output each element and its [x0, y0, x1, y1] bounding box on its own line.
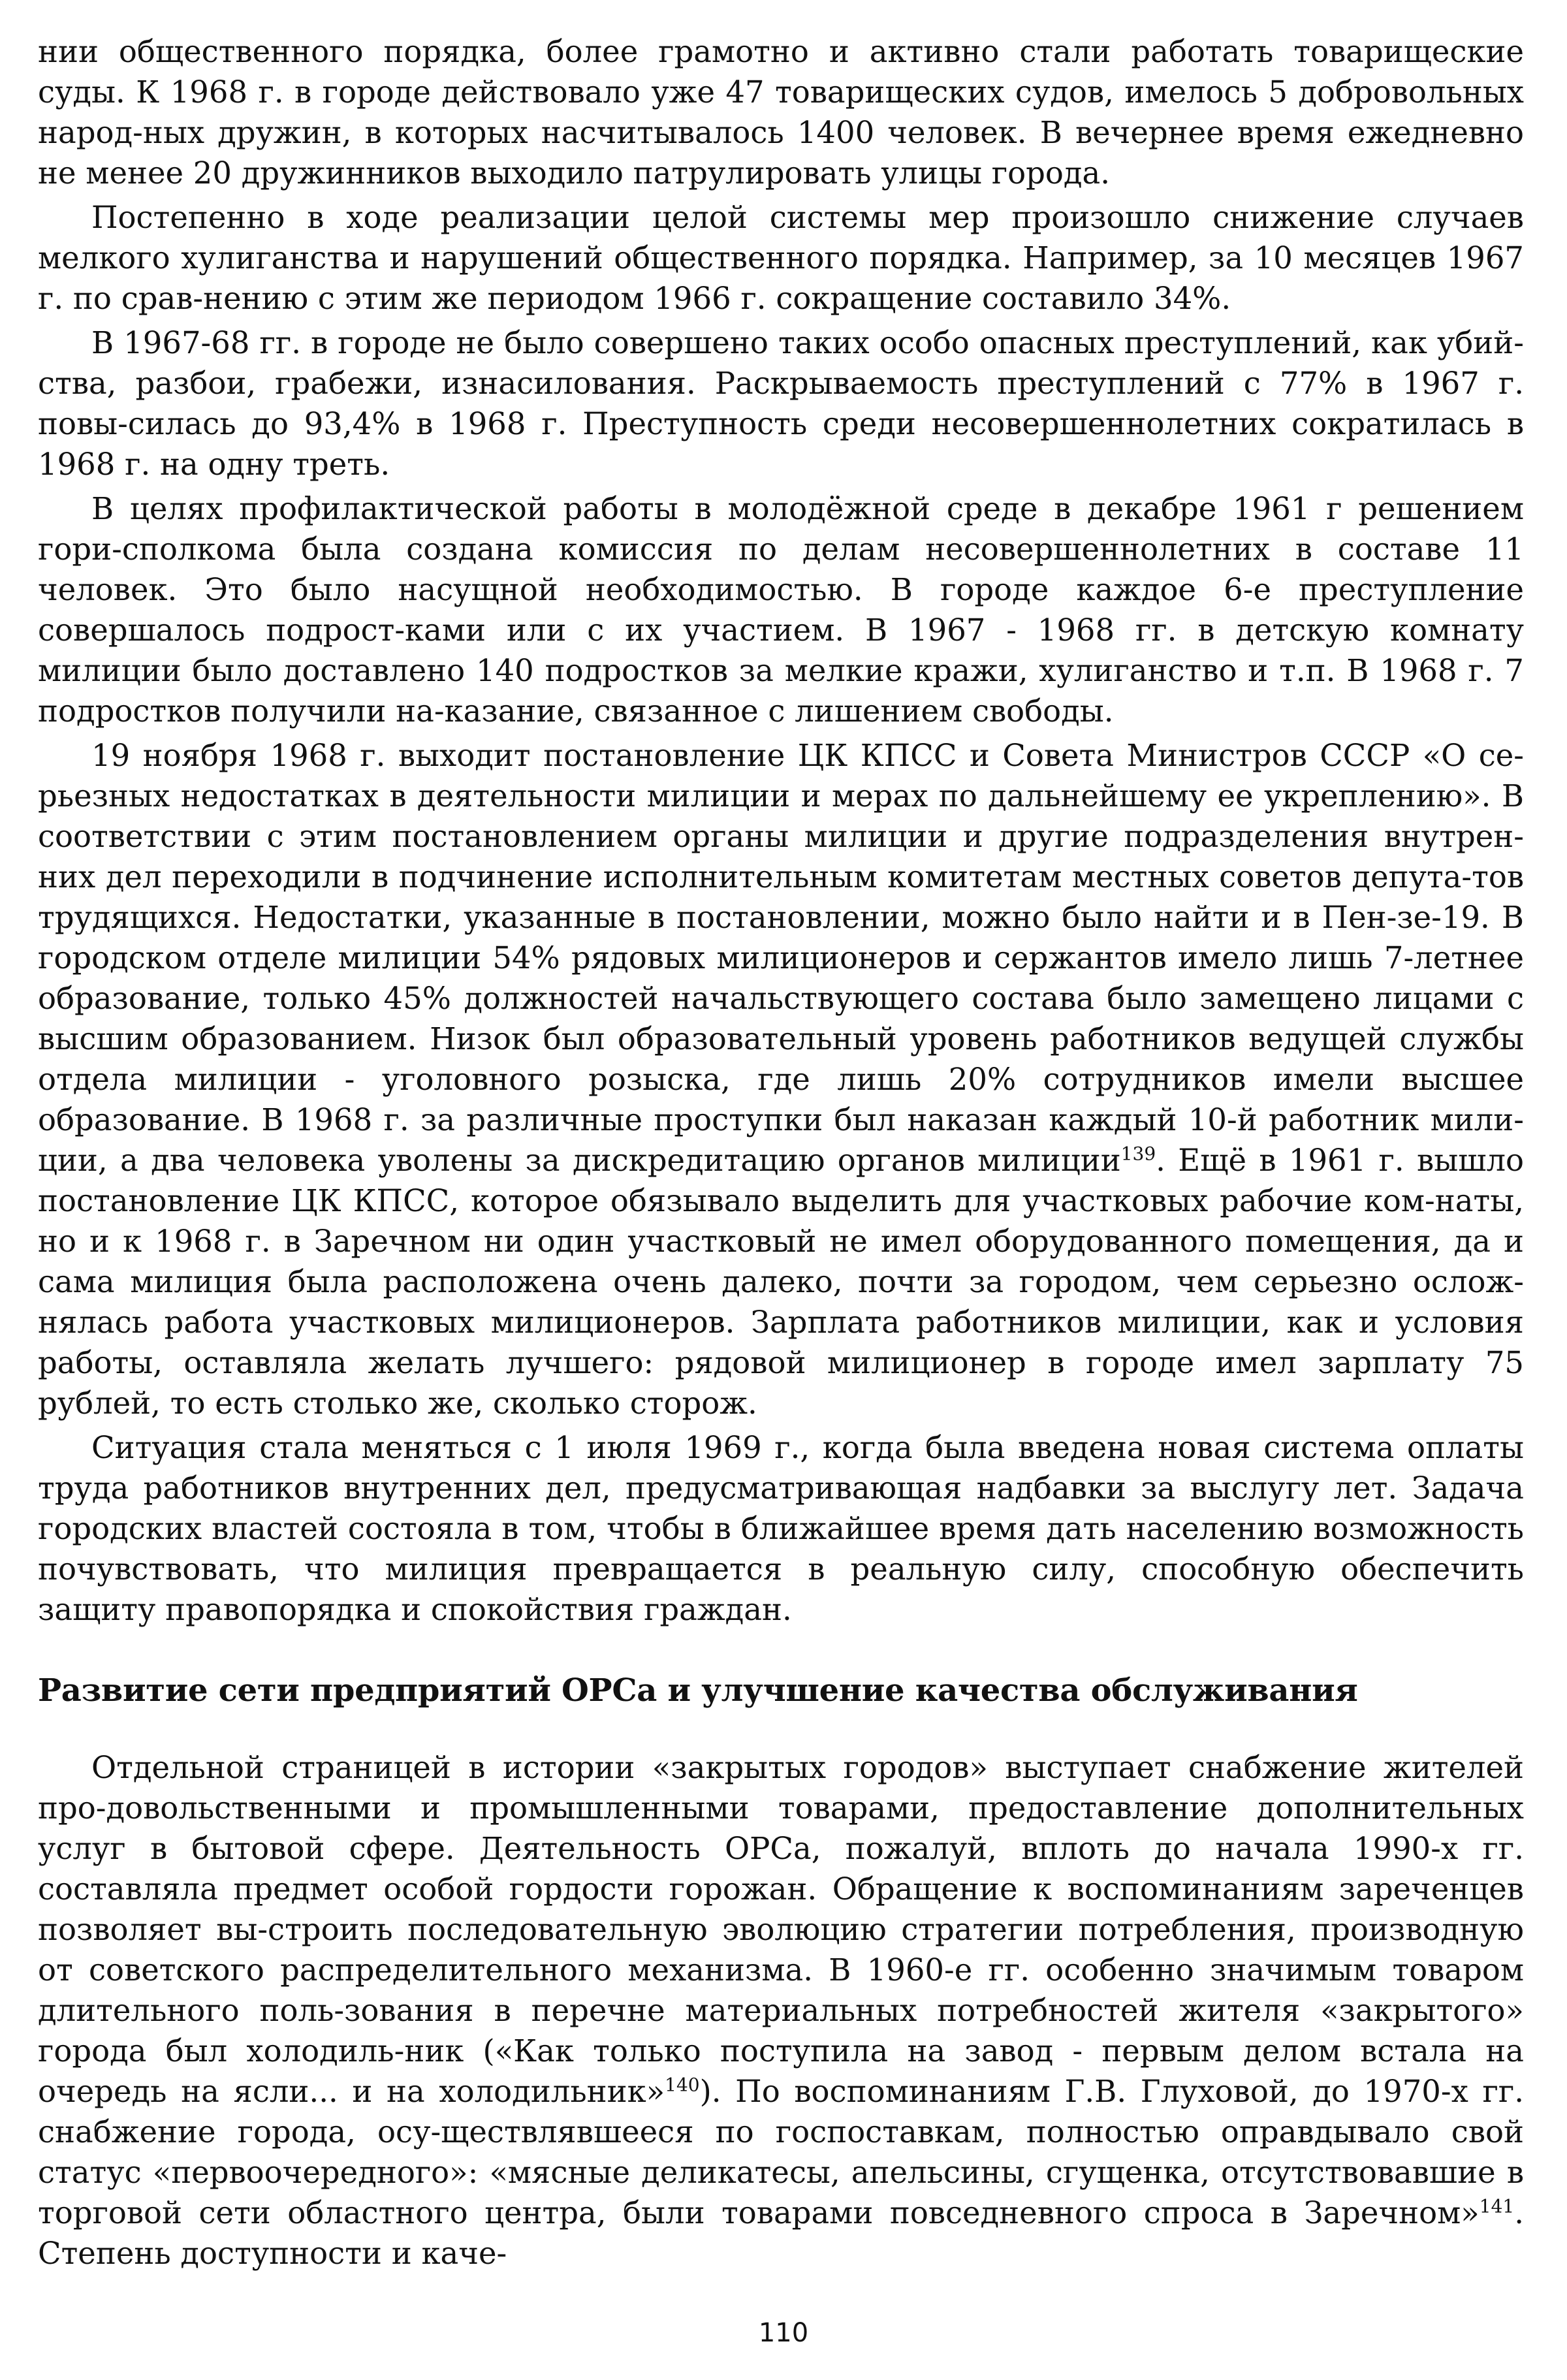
paragraph-7-text-c: . Степень доступности и каче-: [38, 2195, 1524, 2271]
paragraph-5-text-b: . Ещё в 1961 г. вышло постановление ЦК КПСС, которое обязывало выделить для участковых рабочие ком-наты, но и к 1968 г. в Заречном ни один участковый не имел оборудованного помещения, да и сама милиция была расположена очень далеко, почти за городом, чем серьезно ослож-нялась работа участковых милиционеров. Зарплата работников милиции, как и условия работы, оставляла желать лучшего: рядовой милиционер в городе имел зарплату 75 рублей, то есть столько же, сколько сторож.: [38, 1143, 1524, 1421]
footnote-ref-140: 140: [665, 2074, 700, 2096]
page-number: 110: [758, 2318, 809, 2348]
paragraph-1: нии общественного порядка, более грамотно и активно стали работать товарищеские суды. К 1968 г. в городе действовало уже 47 товарищеских судов, имелось 5 добровольных народ-ных дружин, в которых насчитывалось 1400 человек. В вечернее время ежедневно не менее 20 дружинников выходило патрулировать улицы города.: [38, 34, 1524, 191]
paragraph-3: В 1967-68 гг. в городе не было совершено таких особо опасных преступлений, как убий-ства, разбои, грабежи, изнасилования. Раскрываемость преступлений с 77% в 1967 г. повы-силась до 93,4% в 1968 г. Преступность среди несовершеннолетних сократилась в 1968 г. на одну треть.: [38, 325, 1524, 482]
footnote-ref-139: 139: [1120, 1143, 1156, 1165]
paragraph-7-text-a: Отдельной страницей в истории «закрытых городов» выступает снабжение жителей про-довольственными и промышленными товарами, предоставление дополнительных услуг в бытовой сфере. Деятельность ОРСа, пожалуй, вплоть до начала 1990-х гг. составляла предмет особой гордости горожан. Обращение к воспоминаниям зареченцев позволяет вы-строить последовательную эволюцию стратегии потребления, производную от советского распределительного механизма. В 1960-е гг. особенно значимым товаром длительного поль-зования в перечне материальных потребностей жителя «закрытого» города был холодиль-ник («Как только поступила на завод - первым делом встала на очередь на ясли... и на холодильник»: [38, 1750, 1524, 2109]
paragraph-7: [38, 1747, 1524, 2274]
paragraph-6: Ситуация стала меняться с 1 июля 1969 г., когда была введена новая система оплаты труда работников внутренних дел, предусматривающая надбавки за выслугу лет. Задача городских властей состояла в том, чтобы в ближайшее время дать населению возможность почувствовать, что милиция превращается в реальную силу, способную обеспечить защиту правопорядка и спокойствия граждан.: [38, 1430, 1524, 1627]
footnote-ref-141: 141: [1479, 2195, 1515, 2217]
document-page: [38, 31, 1524, 2343]
paragraph-2: Постепенно в ходе реализации целой системы мер произошло снижение случаев мелкого хулиганства и нарушений общественного порядка. Например, за 10 месяцев 1967 г. по срав-нению с этим же периодом 1966 г. сокращение составило 34%.: [38, 200, 1524, 316]
section-heading: Развитие сети предприятий ОРСа и улучшение качества обслуживания: [38, 1672, 1358, 1709]
paragraph-5-text-a: 19 ноября 1968 г. выходит постановление ЦК КПСС и Совета Министров СССР «О се-рьезных недостатках в деятельности милиции и мерах по дальнейшему ее укреплению». В соответствии с этим постановлением органы милиции и другие подразделения внутрен-них дел переходили в подчинение исполнительным комитетам местных советов депута-тов трудящихся. Недостатки, указанные в постановлении, можно было найти и в Пен-зе-19. В городском отделе милиции 54% рядовых милиционеров и сержантов имело лишь 7-летнее образование, только 45% должностей начальствующего состава было замещено лицами с высшим образованием. Низок был образовательный уровень работников ведущей службы отдела милиции - уголовного розыска, где лишь 20% сотрудников имели высшее образование. В 1968 г. за различные проступки был наказан каждый 10-й работник мили-ции, а два человека уволены за дискредитацию органов милиции: [38, 738, 1524, 1178]
paragraph-5: [38, 735, 1524, 1423]
paragraph-4: В целях профилактической работы в молодёжной среде в декабре 1961 г решением гори-сполкома была создана комиссия по делам несовершеннолетних в составе 11 человек. Это было насущной необходимостью. В городе каждое 6-е преступление совершалось подрост-ками или с их участием. В 1967 - 1968 гг. в детскую комнату милиции было доставлено 140 подростков за мелкие кражи, хулиганство и т.п. В 1968 г. 7 подростков получили на-казание, связанное с лишением свободы.: [38, 491, 1524, 729]
paragraph-7-text-b: ). По воспоминаниям Г.В. Глуховой, до 1970-х гг. снабжение города, осу-ществлявшееся по госпоставкам, полностью оправдывало свой статус «первоочередного»: «мясные деликатесы, апельсины, сгущенка, отсутствовавшие в торговой сети областного центра, были товарами повседневного спроса в Заречном»: [38, 2074, 1524, 2230]
